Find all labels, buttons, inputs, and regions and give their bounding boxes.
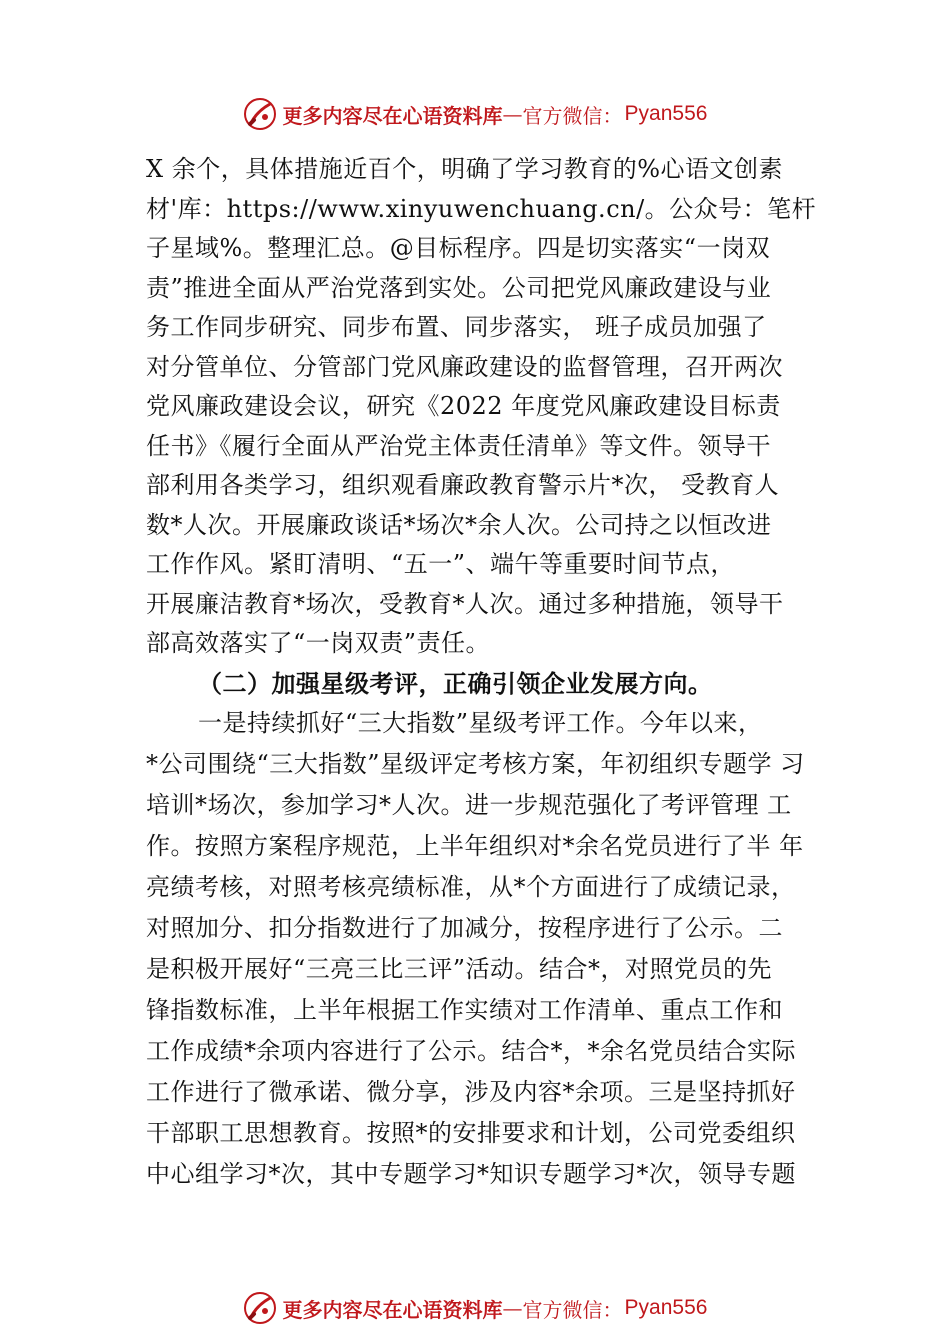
body-line: 工作作风。紧盯清明、“五一”、端午等重要时间节点， (146, 550, 736, 578)
watermark-site-text: 更多内容尽在心语资料库 (282, 1297, 503, 1322)
body-line: 开展廉洁教育*场次，受教育*人次。通过多种措施，领导干 (146, 589, 784, 618)
body-line: 任书》《履行全面从严治党主体责任清单》等文件。领导干 (146, 431, 771, 460)
watermark-site-text: 更多内容尽在心语资料库 (282, 103, 503, 128)
body-line: 作。按照方案程序规范，上半年组织对*余名党员进行了半 年 (146, 832, 804, 860)
watermark-wechat-id: Pyan556 (624, 1296, 708, 1319)
body-line: 部利用各类学习，组织观看廉政教育警示片*次， 受教育人 (146, 471, 780, 499)
header-watermark-banner (0, 94, 950, 134)
body-line: 锋指数标准，上半年根据工作实绩对工作清单、重点工作和 (146, 996, 783, 1024)
body-line: 培训*场次，参加学习*人次。进一步规范强化了考评管理 工 (146, 791, 792, 819)
body-line: *公司围绕“三大指数”星级评定考核方案，年初组织专题学 习 (146, 750, 805, 778)
watermark-dash: — (502, 102, 523, 126)
section-heading: （二）加强星级考评，正确引领企业发展方向。 (198, 668, 713, 698)
brush-logo-icon (243, 1291, 277, 1325)
body-line: 一是持续抓好“三大指数”星级考评工作。今年以来， (198, 709, 763, 737)
body-line: X 余个，具体措施近百个，明确了学习教育的%心语文创素 (146, 155, 784, 183)
body-line: 子星域%。整理汇总。@目标程序。四是切实落实“一岗双 (146, 234, 771, 262)
body-line: 党风廉政建设会议，研究《2022 年度党风廉政建设目标责 (146, 392, 781, 420)
body-line: 工作成绩*余项内容进行了公示。结合*，*余名党员结合实际 (146, 1037, 796, 1065)
watermark-dash: — (502, 1296, 523, 1320)
body-line: 是积极开展好“三亮三比三评”活动。结合*，对照党员的先 (146, 955, 773, 983)
body-line: 中心组学习*次，其中专题学习*知识专题学习*次，领导专题 (146, 1160, 796, 1188)
body-line: 干部职工思想教育。按照*的安排要求和计划，公司党委组织 (146, 1119, 796, 1147)
body-line: 务工作同步研究、同步布置、同步落实， 班子成员加强了 (146, 313, 767, 341)
body-line: 责”推进全面从严治党落到实处。公司把党风廉政建设与业 (146, 273, 772, 302)
body-line: 对分管单位、分管部门党风廉政建设的监督管理，召开两次 (146, 352, 783, 381)
body-line: 数*人次。开展廉政谈话*场次*余人次。公司持之以恒改进 (146, 510, 772, 539)
body-line: 工作进行了微承诺、微分享，涉及内容*余项。三是坚持抓好 (146, 1078, 796, 1106)
body-line: 材'库：https://www.xinyuwenchuang.cn/。公众号：笔杆 (146, 194, 817, 223)
brush-logo-icon (243, 97, 277, 131)
body-line: 对照加分、扣分指数进行了加减分，按程序进行了公示。二 (146, 914, 783, 942)
body-line: 部高效落实了“一岗双责”责任。 (146, 629, 491, 657)
document-body (146, 150, 817, 1195)
watermark-wechat-label: 官方微信： (522, 103, 623, 128)
watermark-wechat-id: Pyan556 (624, 102, 708, 125)
watermark-wechat-label: 官方微信： (522, 1297, 623, 1322)
body-line: 亮绩考核，对照考核亮绩标准，从*个方面进行了成绩记录， (146, 873, 796, 901)
footer-watermark-banner (0, 1288, 950, 1328)
